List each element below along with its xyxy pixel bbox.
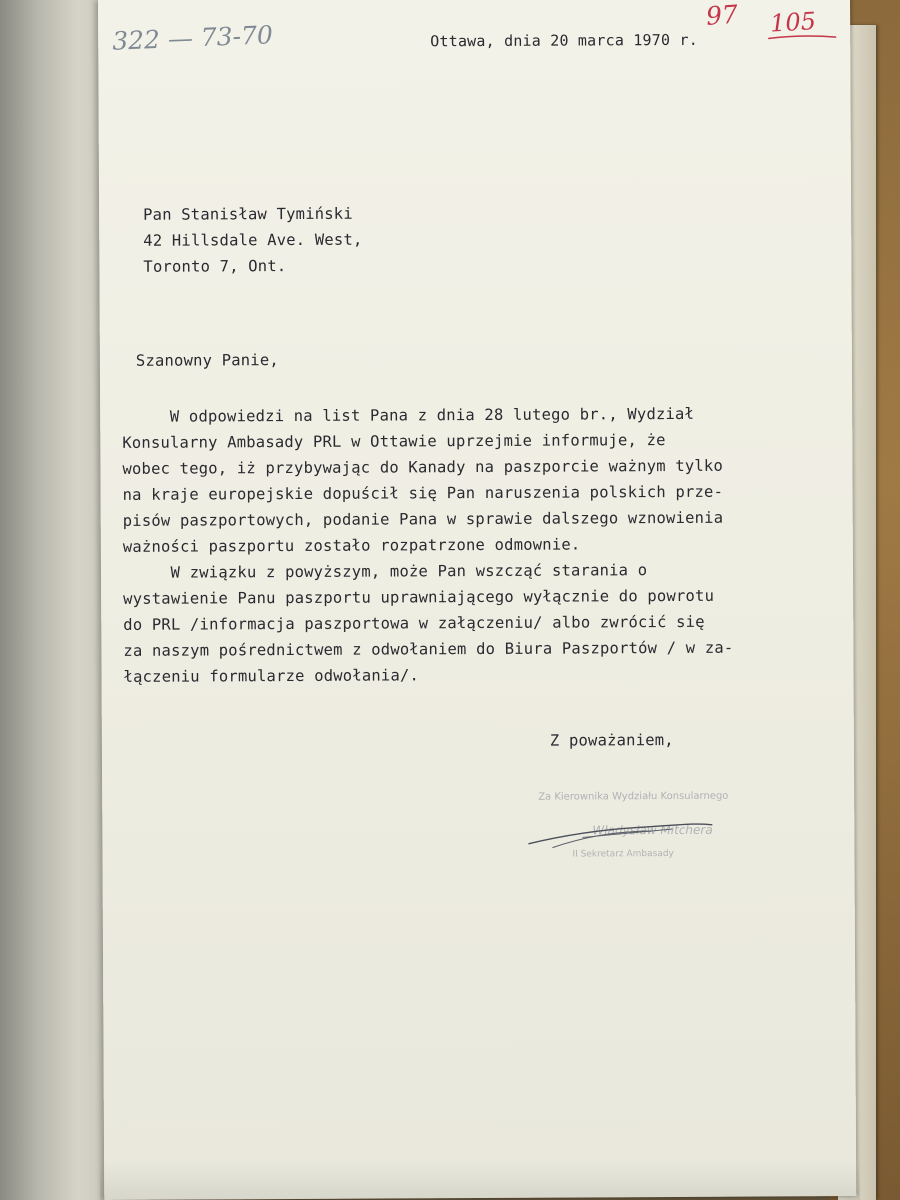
paragraph-line: Konsularny Ambasady PRL w Ottawie uprzejmie informuje, że <box>122 431 666 452</box>
letter-date: Ottawa, dnia 20 marca 1970 r. <box>430 30 698 51</box>
stamp-title: Za Kierownika Wydziału Konsularnego <box>538 790 729 803</box>
folder-left-edge <box>0 0 112 1200</box>
paragraph-line: wystawienie Panu paszportu uprawniającego wyłącznie do powrotu <box>123 586 715 608</box>
salutation: Szanowny Panie, <box>135 351 279 370</box>
paragraph-line: wobec tego, iż przybywając do Kanady na paszporcie ważnym tylko <box>122 456 724 478</box>
red-folio-number-a: 97 <box>705 0 739 31</box>
letter-page <box>98 0 856 1200</box>
page-shadow <box>100 1160 860 1200</box>
pencil-reference-number: 322 — 73-70 <box>111 20 274 56</box>
paragraph-line: W związku z powyższym, może Pan wszcząć starania o <box>122 561 648 582</box>
stamp-name: Władysław Mitchera <box>592 822 713 838</box>
closing-formula: Z poważaniem, <box>549 730 674 750</box>
paragraph-line: ważności paszportu zostało rozpatrzone odmownie. <box>122 535 581 556</box>
recipient-street: 42 Hillsdale Ave. West, <box>143 230 363 250</box>
stamp-role: II Sekretarz Ambasady <box>572 848 674 860</box>
paragraph-line: za naszym pośrednictwem z odwołaniem do Biura Paszportów / w za- <box>123 638 734 660</box>
recipient-name: Pan Stanisław Tymiński <box>143 204 353 224</box>
red-underline-mark <box>766 32 838 42</box>
paragraph-line: W odpowiedzi na list Pana z dnia 28 lutego br., Wydział <box>122 404 695 426</box>
paragraph-line: do PRL /informacja paszportowa w załączeniu/ albo zwrócić się <box>123 612 705 634</box>
paragraph-line: pisów paszportowych, podanie Pana w sprawie dalszego wznowienia <box>122 508 724 530</box>
red-folio-number-b: 105 <box>769 7 817 38</box>
paragraph-line: na kraje europejskie dopuścił się Pan naruszenia polskich prze- <box>122 482 724 504</box>
paragraph-line: łączeniu formularze odwołania/. <box>123 666 420 686</box>
handwritten-signature <box>522 809 722 860</box>
recipient-city: Toronto 7, Ont. <box>143 257 287 276</box>
